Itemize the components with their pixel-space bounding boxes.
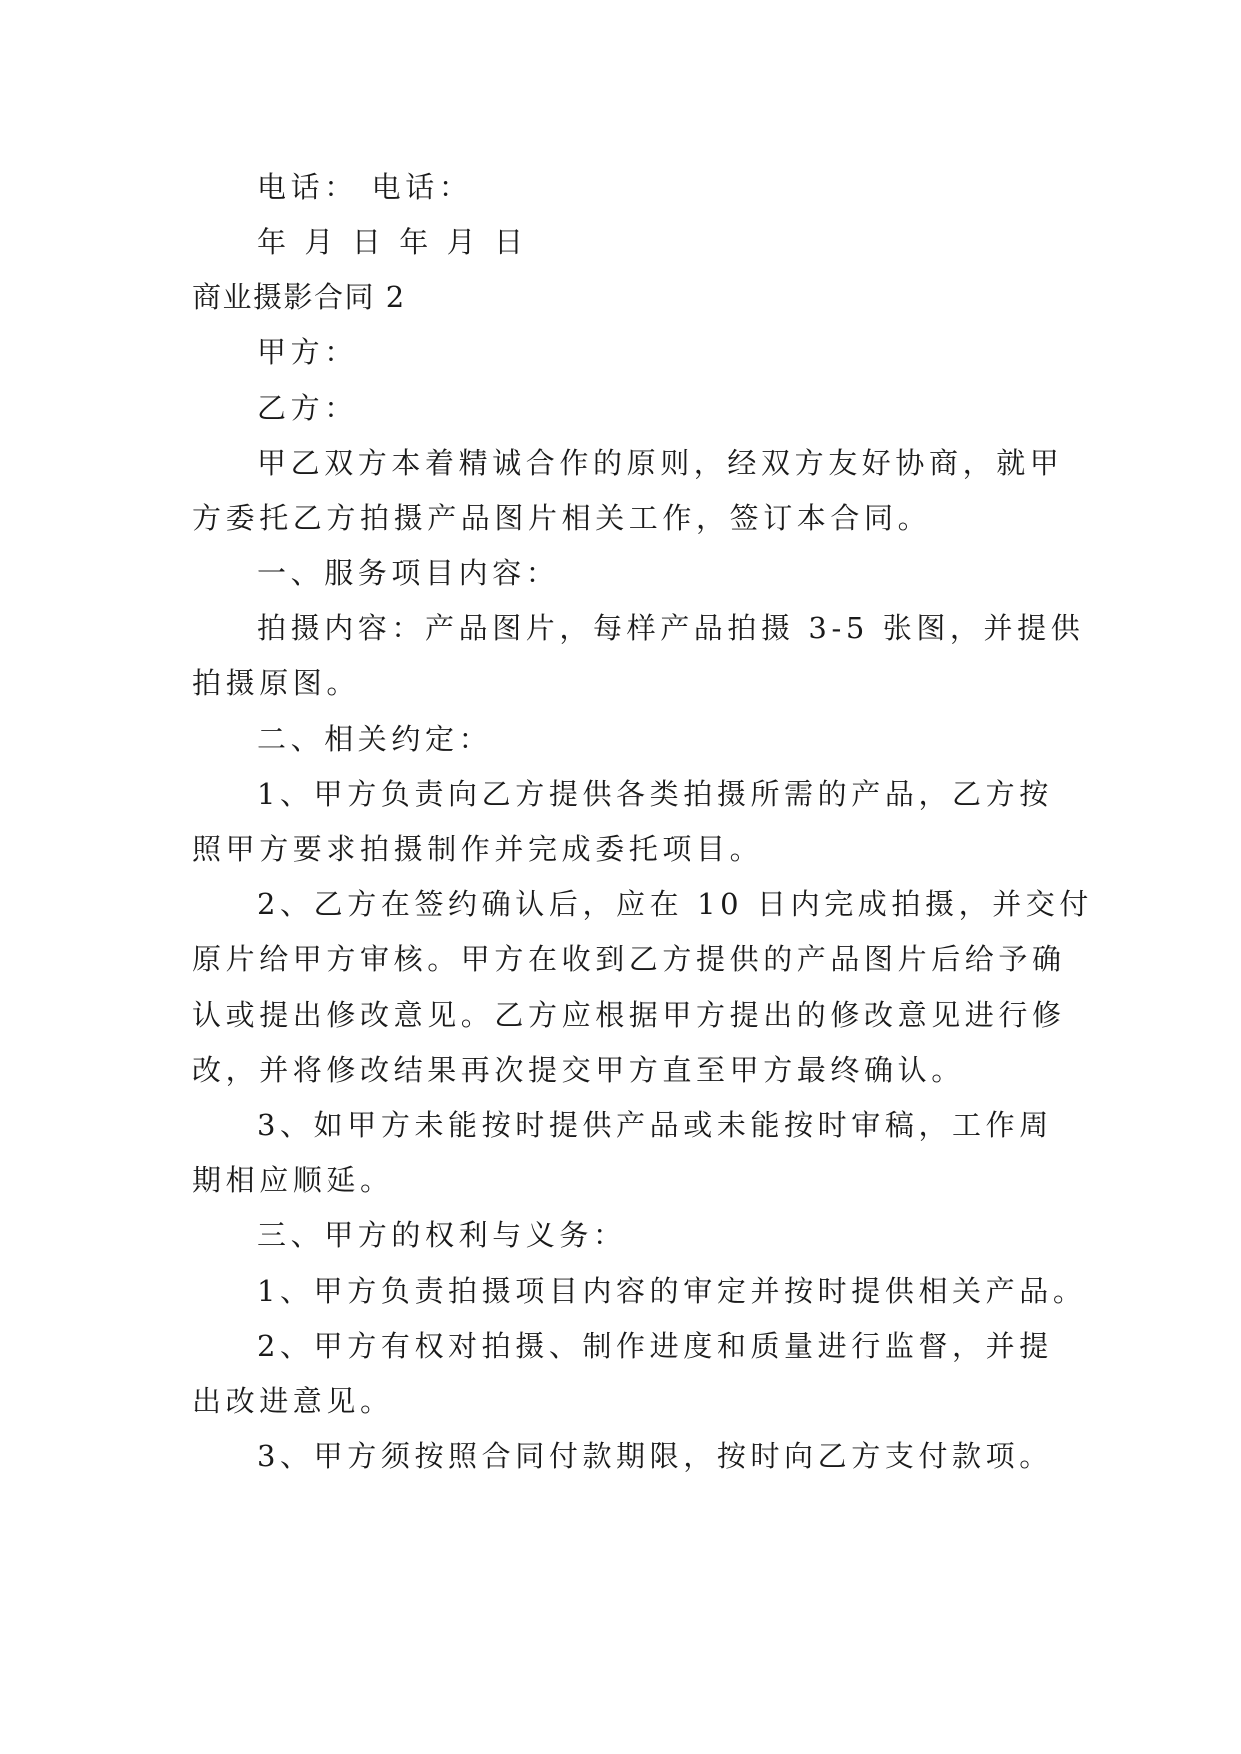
section-heading: 一、服务项目内容：: [257, 556, 560, 590]
date-line: 年 月 日 年 月 日: [257, 225, 528, 259]
party-b-line: 乙方：: [257, 391, 358, 425]
paragraph-line: 3、如甲方未能按时提供产品或未能按时审稿，工作周: [257, 1108, 1053, 1142]
paragraph-line: 1、甲方负责拍摄项目内容的审定并按时提供相关产品。: [257, 1274, 1087, 1308]
paragraph-line: 1、甲方负责向乙方提供各类拍摄所需的产品，乙方按: [257, 777, 1053, 811]
phone-line: 电话： 电话：: [257, 170, 473, 204]
contract-title: 商业摄影合同 2: [192, 280, 406, 314]
paragraph-line: 2、乙方在签约确认后，应在 10 日内完成拍摄，并交付: [257, 887, 1093, 921]
paragraph-line: 3、甲方须按照合同付款期限，按时向乙方支付款项。: [257, 1439, 1053, 1473]
paragraph-line: 认或提出修改意见。乙方应根据甲方提出的修改意见进行修: [192, 998, 1066, 1032]
paragraph-line: 甲乙双方本着精诚合作的原则，经双方友好协商，就甲: [257, 446, 1064, 480]
paragraph-line: 出改进意见。: [192, 1384, 394, 1418]
paragraph-line: 改，并将修改结果再次提交甲方直至甲方最终确认。: [192, 1053, 965, 1087]
party-a-line: 甲方：: [257, 335, 358, 369]
paragraph-line: 方委托乙方拍摄产品图片相关工作，签订本合同。: [192, 501, 932, 535]
paragraph-line: 原片给甲方审核。甲方在收到乙方提供的产品图片后给予确: [192, 942, 1066, 976]
section-heading: 二、相关约定：: [257, 722, 493, 756]
paragraph-line: 2、甲方有权对拍摄、制作进度和质量进行监督，并提: [257, 1329, 1053, 1363]
paragraph-line: 照甲方要求拍摄制作并完成委托项目。: [192, 832, 764, 866]
paragraph-line: 拍摄原图。: [192, 666, 361, 700]
section-heading: 三、甲方的权利与义务：: [257, 1218, 627, 1252]
paragraph-line: 拍摄内容：产品图片，每样产品拍摄 3-5 张图，并提供: [257, 611, 1085, 645]
paragraph-line: 期相应顺延。: [192, 1163, 394, 1197]
